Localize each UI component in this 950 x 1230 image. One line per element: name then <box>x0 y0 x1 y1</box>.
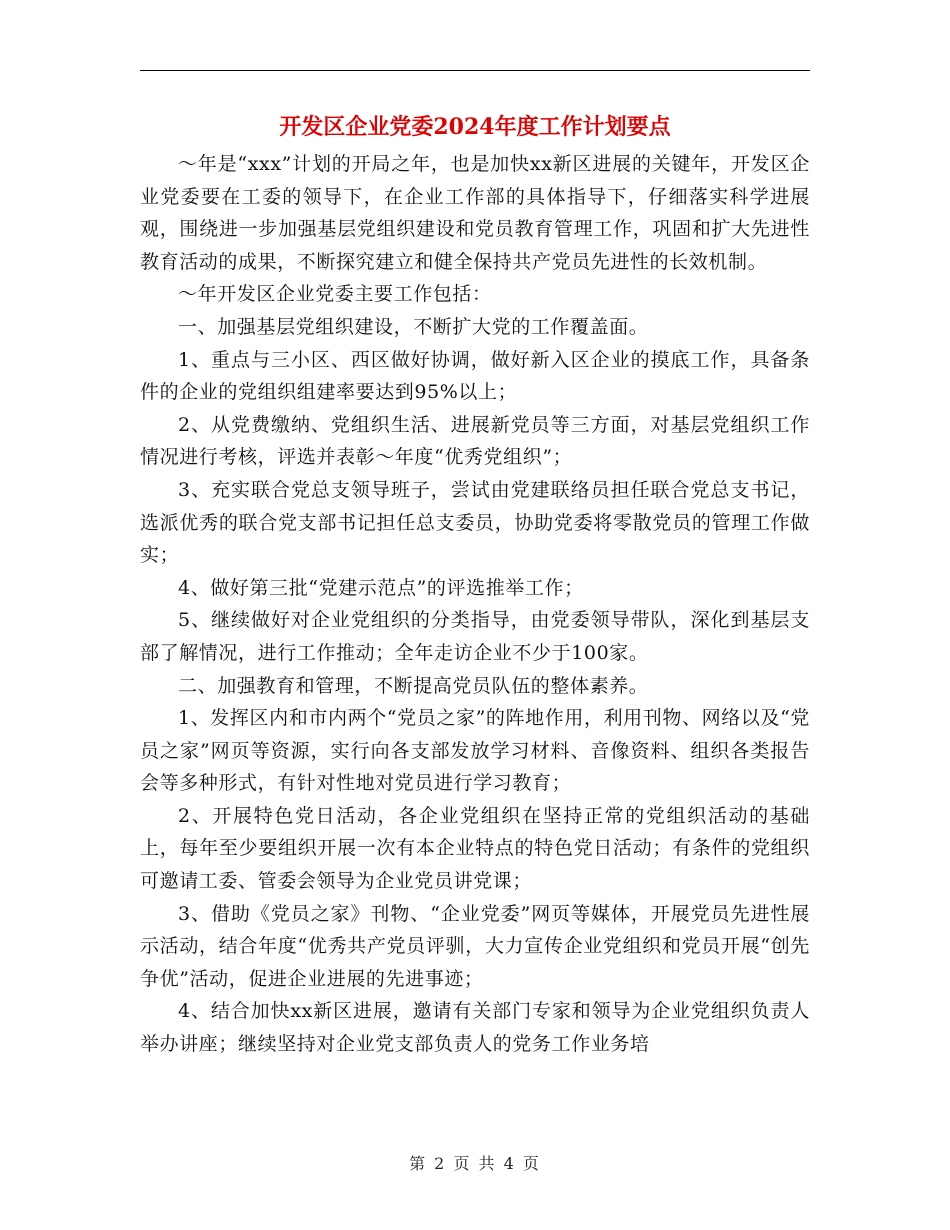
page-number-footer: 第 2 页 共 4 页 <box>409 1154 541 1173</box>
list-item: 3、充实联合党总支领导班子，尝试由党建联络员担任联合党总支书记，选派优秀的联合党支部书记担任总支委员，协助党委将零散党员的管理工作做实； <box>140 478 810 567</box>
list-item: 1、重点与三小区、西区做好协调，做好新入区企业的摸底工作，具备条件的企业的党组织组建率要达到95%以上； <box>140 348 810 404</box>
header-rule <box>140 70 810 71</box>
list-item: 2、从党费缴纳、党组织生活、进展新党员等三方面，对基层党组织工作情况进行考核，评选并表彰～年度“优秀党组织”； <box>140 413 810 469</box>
list-item: 3、借助《党员之家》刊物、“企业党委”网页等媒体，开展党员先进性展示活动，结合年度“优秀共产党员评驯，大力宣传企业党组织和党员开展“创先争优”活动，促进企业进展的先进事迹； <box>140 902 810 990</box>
list-item: 4、做好第三批“党建示范点”的评选推举工作； <box>178 576 584 599</box>
list-item: 1、发挥区内和市内两个“党员之家”的阵地作用，利用刊物、网络以及“党员之家”网页等资源，实行向各支部发放学习材料、音像资料、组织各类报告会等多种形式，有针对性地对党员进行学习教育； <box>140 707 810 795</box>
list-item: 5、继续做好对企业党组织的分类指导，由党委领导带队，深化到基层支部了解情况，进行工作推动；全年走访企业不少于100家。 <box>140 609 810 664</box>
document-title: 开发区企业党委2024年度工作计划要点 <box>279 114 671 140</box>
paragraph-intro: ～年是“xxx”计划的开局之年，也是加快xx新区进展的关键年，开发区企业党委要在工委的领导下，在企业工作部的具体指导下，仔细落实科学进展观，围绕进一步加强基层党组织建设和党员教育管理工作，巩固和扩大先进性教育活动的成果，不断探究建立和健全保持共产党员先进性的长效机制。 <box>140 153 810 273</box>
list-item: 4、结合加快xx新区进展，邀请有关部门专家和领导为企业党组织负责人举办讲座；继续坚持对企业党支部负责人的党务工作业务培 <box>140 1000 810 1056</box>
list-item: 2、开展特色党日活动，各企业党组织在坚持正常的党组织活动的基础上，每年至少要组织开展一次有本企业特点的特色党日活动；有条件的党组织可邀请工委、管委会领导为企业党员讲党课； <box>140 804 810 893</box>
section-heading-2: 二、加强教育和管理，不断提高党员队伍的整体素养。 <box>178 674 649 697</box>
paragraph-overview: ～年开发区企业党委主要工作包括： <box>178 283 492 306</box>
section-heading-1: 一、加强基层党组织建设，不断扩大党的工作覆盖面。 <box>178 315 649 338</box>
document-body <box>140 148 810 1061</box>
